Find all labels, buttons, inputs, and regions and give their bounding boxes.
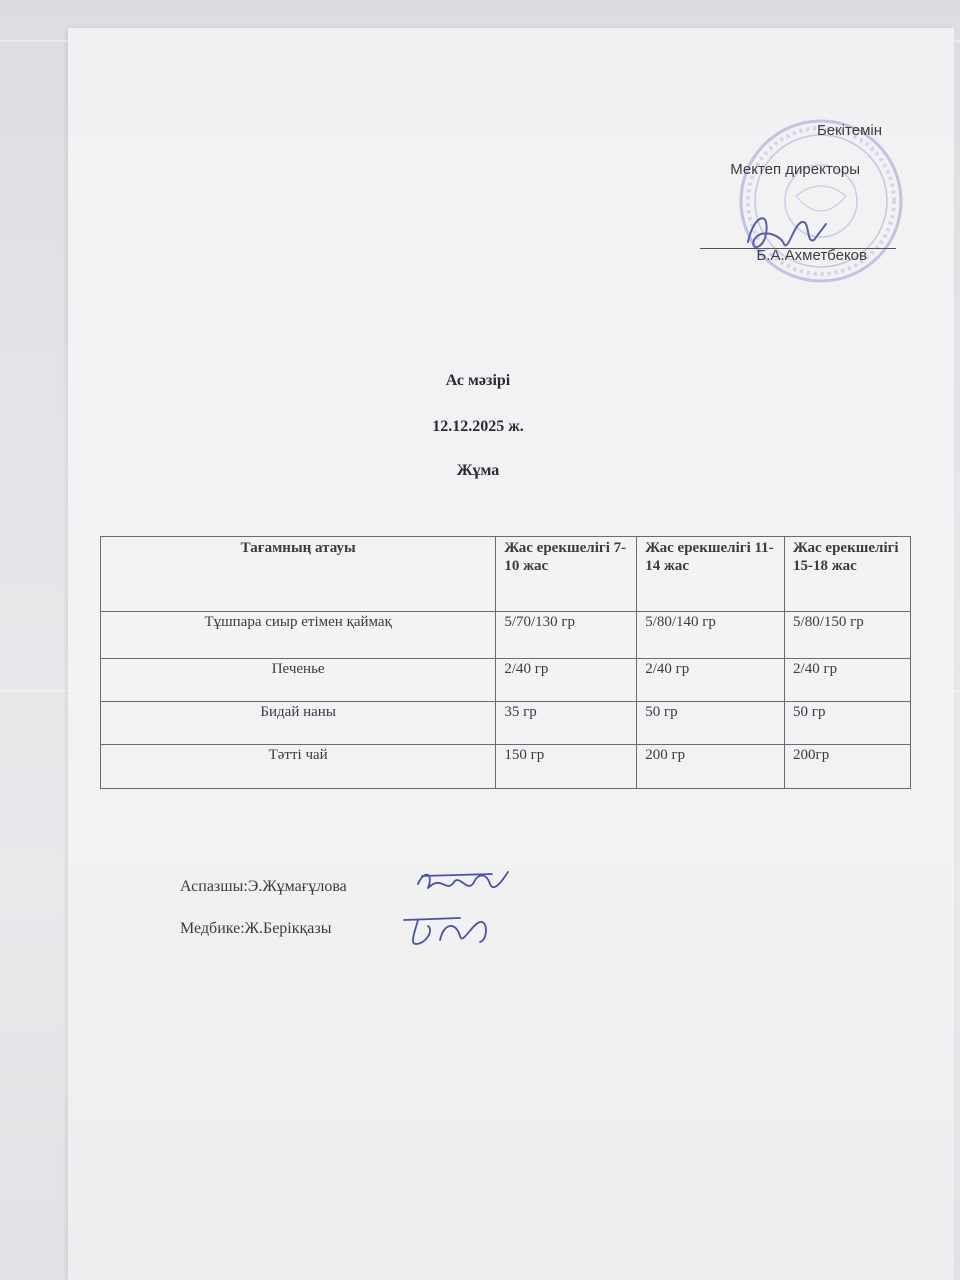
dish-name: Бидай наны [101, 702, 496, 745]
portion-15-18: 200гр [785, 745, 911, 789]
portion-7-10: 150 гр [496, 745, 637, 789]
table-row [101, 702, 911, 745]
portion-15-18: 2/40 гр [785, 659, 911, 702]
nurse-name: Медбике:Ж.Берікқазы [180, 920, 332, 937]
portion-15-18: 5/80/150 гр [785, 612, 911, 659]
menu-sheet [68, 28, 954, 1280]
portion-11-14: 50 гр [637, 702, 785, 745]
page-title: Ас мәзірі [445, 372, 511, 389]
table-row [101, 659, 911, 702]
header-age-7-10: Жас ерекшелігі 7-10 жас [496, 537, 637, 612]
portion-11-14: 2/40 гр [637, 659, 785, 702]
nurse-signature-icon [400, 910, 496, 952]
dish-name: Печенье [101, 659, 496, 702]
nurse-signature-line [180, 920, 331, 938]
menu-day: Жұма [456, 462, 500, 479]
header-age-11-14: Жас ерекшелігі 11-14 жас [637, 537, 785, 612]
director-name: Б.А.Ахметбеков [756, 247, 867, 264]
portion-11-14: 5/80/140 гр [637, 612, 785, 659]
portion-15-18: 50 гр [785, 702, 911, 745]
portion-11-14: 200 гр [637, 745, 785, 789]
table-row [101, 612, 911, 659]
portion-7-10: 35 гр [496, 702, 637, 745]
portion-7-10: 2/40 гр [496, 659, 637, 702]
approve-label: Бекітемін [816, 122, 882, 139]
menu-date: 12.12.2025 ж. [432, 418, 524, 435]
director-signature-icon [740, 204, 830, 264]
cook-name: Аспазшы:Э.Жұмағұлова [180, 878, 347, 895]
director-position: Мектеп директоры [730, 161, 860, 178]
dish-name: Тәтті чай [101, 745, 496, 789]
table-header-row [101, 537, 911, 612]
header-dish-name: Тағамның атауы [101, 537, 496, 612]
menu-table [100, 536, 911, 789]
dish-name: Тұшпара сиыр етімен қаймақ [101, 612, 496, 659]
cook-signature-line [180, 878, 347, 896]
header-age-15-18: Жас ерекшелігі 15-18 жас [785, 537, 911, 612]
portion-7-10: 5/70/130 гр [496, 612, 637, 659]
table-row [101, 745, 911, 789]
cook-signature-icon [412, 864, 512, 904]
